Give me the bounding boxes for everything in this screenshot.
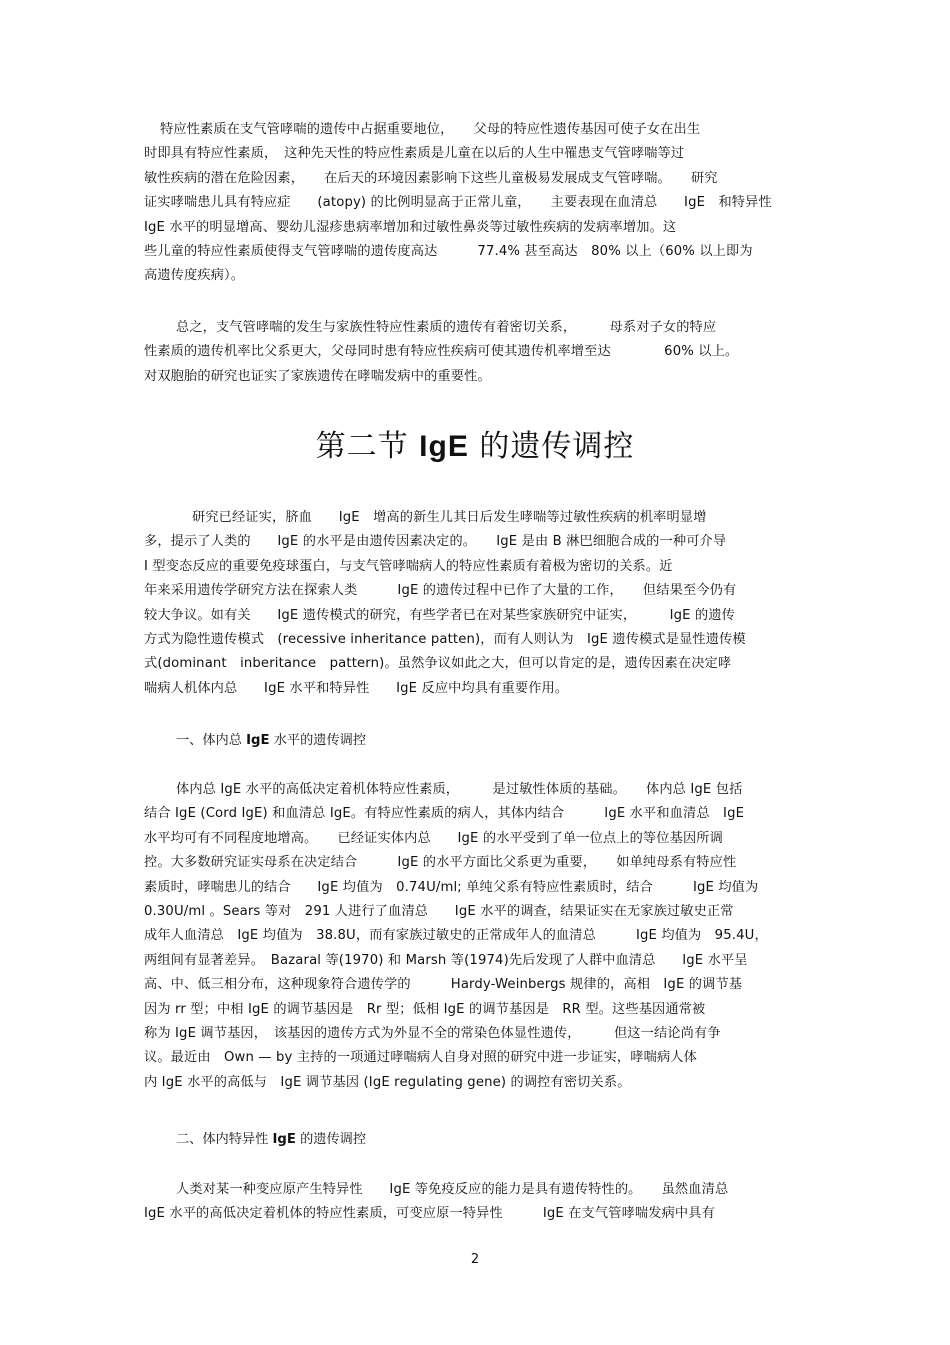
subsection-heading-prefix: 一、体内总 [176, 733, 242, 748]
text-line: 称为 IgE 调节基因， 该基因的遗传方式为外显不全的常染色体显性遗传， 但这一结论尚有争 [144, 1025, 721, 1041]
text-line: 研究已经证实，脐血 IgE 增高的新生儿其日后发生哮喘等过敏性疾病的机率明显增 [192, 510, 707, 525]
text-line: I 型变态反应的重要免疫球蛋白，与支气管哮喘病人的特应性素质有着极为密切的关系。近 [144, 558, 673, 574]
text-line: 议。最近由 Own — by 主持的一项通过哮喘病人自身对照的研究中进一步证实，哮喘病人体 [144, 1050, 697, 1066]
text-line: 些儿童的特应性素质使得支气管哮喘的遗传度高达 77.4% 甚至高达 80% 以上（60% 以上即为 [144, 243, 753, 259]
text-line: 特应性素质在支气管哮喘的遗传中占据重要地位， 父母的特应性遗传基因可使子女在出生 [160, 122, 701, 137]
subsection-heading-total-ige [176, 729, 366, 753]
subsection-heading-ige: IgE [272, 1132, 296, 1147]
text-line: 0.30U/ml 。Sears 等对 291 人进行了血清总 IgE 水平的调查，结果证实在无家族过敏史正常 [144, 903, 734, 919]
paragraph-total-ige [144, 778, 808, 1095]
text-line: 成年人血清总 IgE 均值为 38.8U，而有家族过敏史的正常成年人的血清总 IgE 均值为 95.4U， [144, 928, 768, 944]
text-line: 两组间有显著差异。 Bazaral 等(1970) 和 Marsh 等(1974)先后发现了人群中血清总 IgE 水平呈 [144, 952, 748, 968]
text-line: 总之，支气管哮喘的发生与家族性特应性素质的遗传有着密切关系， 母系对子女的特应 [176, 320, 717, 335]
subsection-heading-suffix: 的遗传调控 [300, 1132, 367, 1147]
text-line: 因为 rr 型；中相 IgE 的调节基因是 Rr 型；低相 IgE 的调节基因是 RR 型。这些基因通常被 [144, 1001, 706, 1017]
section-heading-suffix: 的遗传调控 [479, 429, 635, 464]
paragraph-specific-ige [144, 1178, 808, 1227]
section-heading-ige: IgE [419, 430, 469, 463]
page-number: 2 [470, 1252, 480, 1267]
subsection-heading-specific-ige [176, 1128, 366, 1152]
text-line: 控。大多数研究证实母系在决定结合 IgE 的水平方面比父系更为重要， 如单纯母系有特应性 [144, 855, 737, 871]
paragraph-summary [144, 316, 808, 389]
text-line: IgE 水平的明显增高、婴幼儿湿疹患病率增加和过敏性鼻炎等过敏性疾病的发病率增加。这 [144, 219, 677, 235]
text-line: 较大争议。如有关 IgE 遗传模式的研究，有些学者已在对某些家族研究中证实， IgE 的遗传 [144, 607, 736, 623]
text-line: 多，提示了人类的 IgE 的水平是由遗传因素决定的。 IgE 是由 B 淋巴细胞合成的一种可介导 [144, 534, 727, 550]
text-line: 年来采用遗传学研究方法在探索人类 IgE 的遗传过程中已作了大量的工作， 但结果至今仍有 [144, 583, 737, 599]
paragraph-ige-research [144, 506, 808, 701]
paragraph-atopy-genetics [144, 118, 808, 289]
text-line: 方式为隐性遗传模式 (recessive inheritance patten)，而有人则认为 IgE 遗传模式是显性遗传模 [144, 631, 746, 647]
section-heading [0, 424, 950, 470]
text-line: 对双胞胎的研究也证实了家族遗传在哮喘发病中的重要性。 [144, 368, 491, 384]
text-line: 时即具有特应性素质， 这种先天性的特应性素质是儿童在以后的人生中罹患支气管哮喘等过 [144, 146, 685, 162]
text-line: 敏性疾病的潜在危险因素， 在后天的环境因素影响下这些儿童极易发展成支气管哮喘。 研究 [144, 170, 718, 186]
text-line: 人类对某一种变应原产生特异性 IgE 等免疫反应的能力是具有遗传特性的。 虽然血清总 [176, 1182, 729, 1197]
subsection-heading-ige: IgE [246, 733, 270, 748]
text-line: 式(dominant inberitance pattern)。虽然争议如此之大，但可以肯定的是，遗传因素在决定哮 [144, 656, 732, 672]
text-line: 结合 IgE (Cord IgE) 和血清总 IgE。有特应性素质的病人，其体内结合 IgE 水平和血清总 IgE [144, 806, 745, 822]
text-line: 喘病人机体内总 IgE 水平和特异性 IgE 反应中均具有重要作用。 [144, 680, 569, 696]
text-line: 高遗传度疾病）。 [144, 268, 245, 284]
text-line: 内 IgE 水平的高低与 IgE 调节基因 (IgE regulating gene) 的调控有密切关系。 [144, 1074, 631, 1090]
text-line: IgE 水平的高低决定着机体的特应性素质，可变应原一特异性 IgE 在支气管哮喘发病中具有 [144, 1206, 715, 1222]
subsection-heading-suffix: 水平的遗传调控 [273, 733, 367, 748]
text-line: 高、中、低三相分布，这种现象符合遗传学的 Hardy-Weinbergs 规律的，高相 IgE 的调节基 [144, 977, 743, 993]
text-line: 水平均可有不同程度地增高。 已经证实体内总 IgE 的水平受到了单一位点上的等位基因所调 [144, 830, 723, 846]
subsection-heading-prefix: 二、体内特异性 [176, 1132, 269, 1147]
text-line: 素质时，哮喘患儿的结合 IgE 均值为 0.74U/ml; 单纯父系有特应性素质时，结合 IgE 均值为 [144, 879, 759, 895]
text-line: 证实哮喘患儿具有特应症 (atopy) 的比例明显高于正常儿童， 主要表现在血清总 IgE 和特异性 [144, 195, 772, 211]
section-heading-prefix: 第二节 [315, 429, 409, 464]
text-line: 性素质的遗传机率比父系更大，父母同时患有特应性疾病可使其遗传机率增至达 60% 以上。 [144, 344, 739, 360]
text-line: 体内总 IgE 水平的高低决定着机体特应性素质， 是过敏性体质的基础。 体内总 IgE 包括 [176, 782, 743, 797]
